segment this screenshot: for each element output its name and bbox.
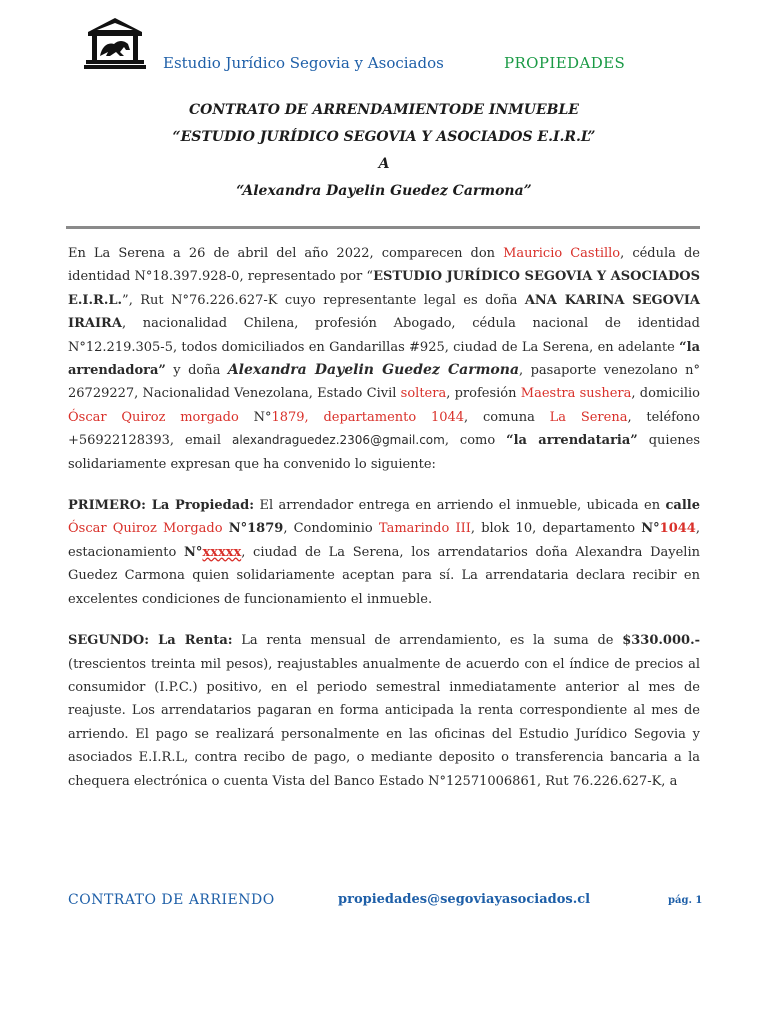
clause-primero	[68, 494, 700, 611]
civil-status: soltera	[400, 386, 447, 402]
clause-heading: SEGUNDO: La Renta:	[68, 633, 233, 649]
apartment-label: N°	[641, 521, 660, 537]
clause-text: , Condominio	[283, 521, 379, 537]
representative-name: Mauricio Castillo	[503, 246, 621, 261]
tenant-name: Alexandra Dayelin Guedez Carmona	[227, 362, 520, 379]
condominium-name: Tamarindo III	[378, 521, 471, 537]
title-line-2: “ESTUDIO JURÍDICO SEGOVIA Y ASOCIADOS E.I.R.L”	[172, 129, 596, 145]
section-label: PROPIEDADES	[504, 54, 626, 72]
intro-text: , teléfono +56922128393, email	[68, 409, 700, 449]
clause-segundo	[68, 629, 700, 793]
tenant-title-name: Alexandra Dayelin Guedez Carmona	[242, 183, 524, 199]
clause-text: , blok 10, departamento	[470, 521, 642, 537]
parking-label: N°	[184, 544, 203, 560]
page-number: pág. 1	[668, 895, 703, 906]
firm-name: Estudio Jurídico Segovia y Asociados	[163, 54, 444, 72]
intro-text: ”, Rut N°76.226.627-K cuyo representante legal es doña	[122, 292, 525, 308]
intro-text: N°	[238, 409, 272, 425]
legal-rep-name: ANA KARINA SEGOVIA IRAIRA	[68, 292, 700, 332]
quote-close: ”	[523, 183, 532, 199]
street-number: N°1879	[228, 521, 284, 537]
company-name: ESTUDIO JURÍDICO SEGOVIA Y ASOCIADOS E.I.R.L.	[68, 269, 700, 308]
intro-text: , como	[444, 433, 507, 449]
address-street: Óscar Quiroz morgado	[68, 409, 239, 425]
intro-text: y doña	[165, 363, 228, 379]
footer-email: propiedades@segoviayasociados.cl	[338, 892, 591, 907]
arrendadora-label: “la arrendadora”	[68, 339, 700, 379]
street-name: Óscar Quiroz Morgado	[68, 521, 229, 537]
title-line-3: A	[378, 156, 390, 172]
clause-text: (trescientos treinta mil pesos), reajustables anualmente de acuerdo con el índice de precios al consumidor (I.P.C.) positivo, en el periodo semestral inmediatamente anterior al mes de reajuste. Los arrendatarios pagaran en forma anticipada la renta correspondiente al mes de arriendo. El pago se realizará personalmente en las oficinas del Estudio Jurídico Segovia y asociados E.I.R.L, contra recibo de pago, o mediante deposito o transferencia bancaria a la chequera electrónica o cuenta Vista del Banco Estado N°12571006861, Rut 76.226.627-K, a	[68, 656, 700, 789]
rent-amount: $330.000.-	[622, 633, 700, 649]
title-divider	[66, 226, 700, 229]
intro-paragraph	[68, 242, 700, 476]
footer-doc-label: CONTRATO DE ARRIENDO	[68, 892, 275, 908]
document-title-block	[0, 99, 768, 207]
arrendataria-label: “la arrendataria”	[506, 433, 638, 449]
address-number: 1879, departamento 1044	[271, 409, 465, 425]
intro-text: , domicilio	[631, 386, 700, 402]
clause-text: , ciudad de La Serena, los arrendatarios doña Alexandra Dayelin Guedez Carmona quien solidariamente aceptan para sí. La arrendataria declara recibir en excelentes condiciones de funcionamiento el inmueble.	[68, 544, 700, 607]
intro-text: , comuna	[464, 409, 550, 425]
tenant-email: alexandraguedez.2306@gmail.com	[231, 433, 445, 448]
clause-text: El arrendador entrega en arriendo el inmueble, ubicada en	[254, 498, 666, 514]
intro-text: , cédula de identidad N°18.397.928-0, representado por “	[68, 246, 700, 285]
calle-label: calle	[665, 498, 701, 514]
apartment-number: 1044	[659, 521, 696, 537]
intro-text: , profesión	[446, 386, 521, 402]
parking-number: xxxxx	[202, 544, 242, 560]
address-comuna: La Serena	[549, 409, 628, 425]
contract-body	[68, 242, 700, 793]
intro-text: En La Serena a 26 de abril del año 2022, comparecen don	[68, 246, 504, 261]
intro-text: , pasaporte venezolano n° 26729227, Nacionalidad Venezolana, Estado Civil	[68, 363, 701, 402]
title-line-4	[0, 180, 768, 207]
intro-text: quienes solidariamente expresan que ha convenido lo siguiente:	[68, 433, 701, 472]
title-line-1: CONTRATO DE ARRENDAMIENTODE INMUEBLE	[189, 102, 579, 118]
clause-heading: PRIMERO: La Propiedad:	[68, 498, 255, 514]
intro-text: , nacionalidad Chilena, profesión Abogado, cédula nacional de identidad N°12.219.305-5, todos domiciliados en Gandarillas #925, ciudad de La Serena, en adelante	[68, 316, 700, 355]
quote-open: “	[236, 183, 243, 199]
clause-text: La renta mensual de arrendamiento, es la suma de	[232, 633, 623, 649]
clause-text: , estacionamiento	[68, 521, 700, 560]
profession: Maestra sushera	[520, 386, 632, 402]
lion-building-logo	[84, 16, 146, 70]
